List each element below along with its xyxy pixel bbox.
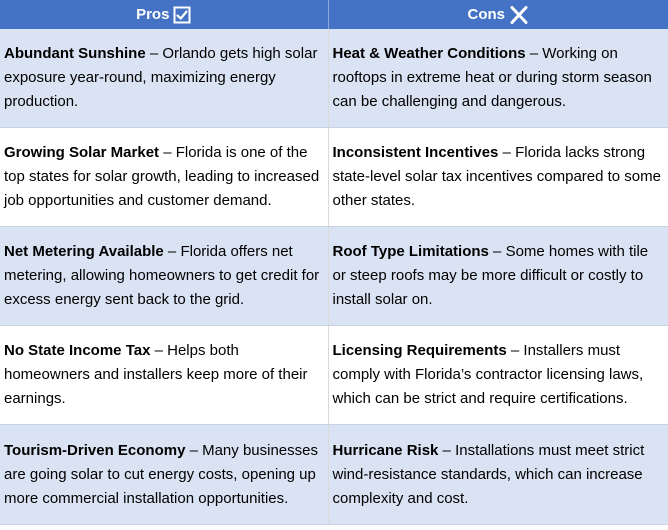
con-text: – Working on rooftops in extreme heat or during storm season can be challenging and dangerous. [332,45,652,110]
pro-text: – Florida offers net metering, allowing homeowners to get credit for excess energy sent back to the grid. [4,243,320,308]
pro-text: – Florida is one of the top states for solar growth, leading to increased job opportunities and customer demand. [4,144,320,209]
pro-cell [0,425,328,525]
con-text: – Florida lacks strong state-level solar tax incentives compared to some other states. [332,144,661,209]
pro-cell [0,326,328,425]
pro-text: – Orlando gets high solar exposure year-round, maximizing energy production. [4,45,318,110]
cons-header-label: Cons [467,6,505,23]
pro-title: Abundant Sunshine [4,45,146,62]
table-row [0,227,668,326]
con-text: – Installers must comply with Florida’s contractor licensing laws, which can be strict and require certifications. [332,342,644,407]
con-cell [328,128,668,227]
table-row [0,425,668,525]
pro-text: – Helps both homeowners and installers keep more of their earnings. [4,342,308,407]
con-text: – Installations must meet strict wind-resistance standards, which can increase complexity and cost. [332,441,645,507]
pros-header [0,0,328,29]
pro-title: Net Metering Available [4,243,164,260]
con-title: Inconsistent Incentives [332,144,499,161]
con-cell [328,326,668,425]
header-row [0,0,668,29]
pro-title: Tourism-Driven Economy [4,441,186,459]
pro-text: – Many businesses are going solar to cut energy costs, opening up more commercial installation opportunities. [4,441,318,507]
pro-cell [0,227,328,326]
con-title: Roof Type Limitations [332,243,489,260]
pros-header-label: Pros [136,6,170,23]
cons-header [328,0,668,29]
pro-title: Growing Solar Market [4,144,160,161]
table-row [0,128,668,227]
con-cell [328,227,668,326]
table-row [0,326,668,425]
con-cell [328,425,668,525]
table-row [0,29,668,128]
con-text: – Some homes with tile or steep roofs may be more difficult or costly to install solar on. [332,243,649,308]
pro-cell [0,29,328,128]
cross-icon [509,6,529,24]
con-cell [328,29,668,128]
pro-title: No State Income Tax [4,342,151,359]
pro-cell [0,128,328,227]
con-title: Hurricane Risk [332,441,439,459]
checkbox-checked-icon [173,6,191,24]
con-title: Heat & Weather Conditions [332,45,526,62]
con-title: Licensing Requirements [332,342,507,359]
